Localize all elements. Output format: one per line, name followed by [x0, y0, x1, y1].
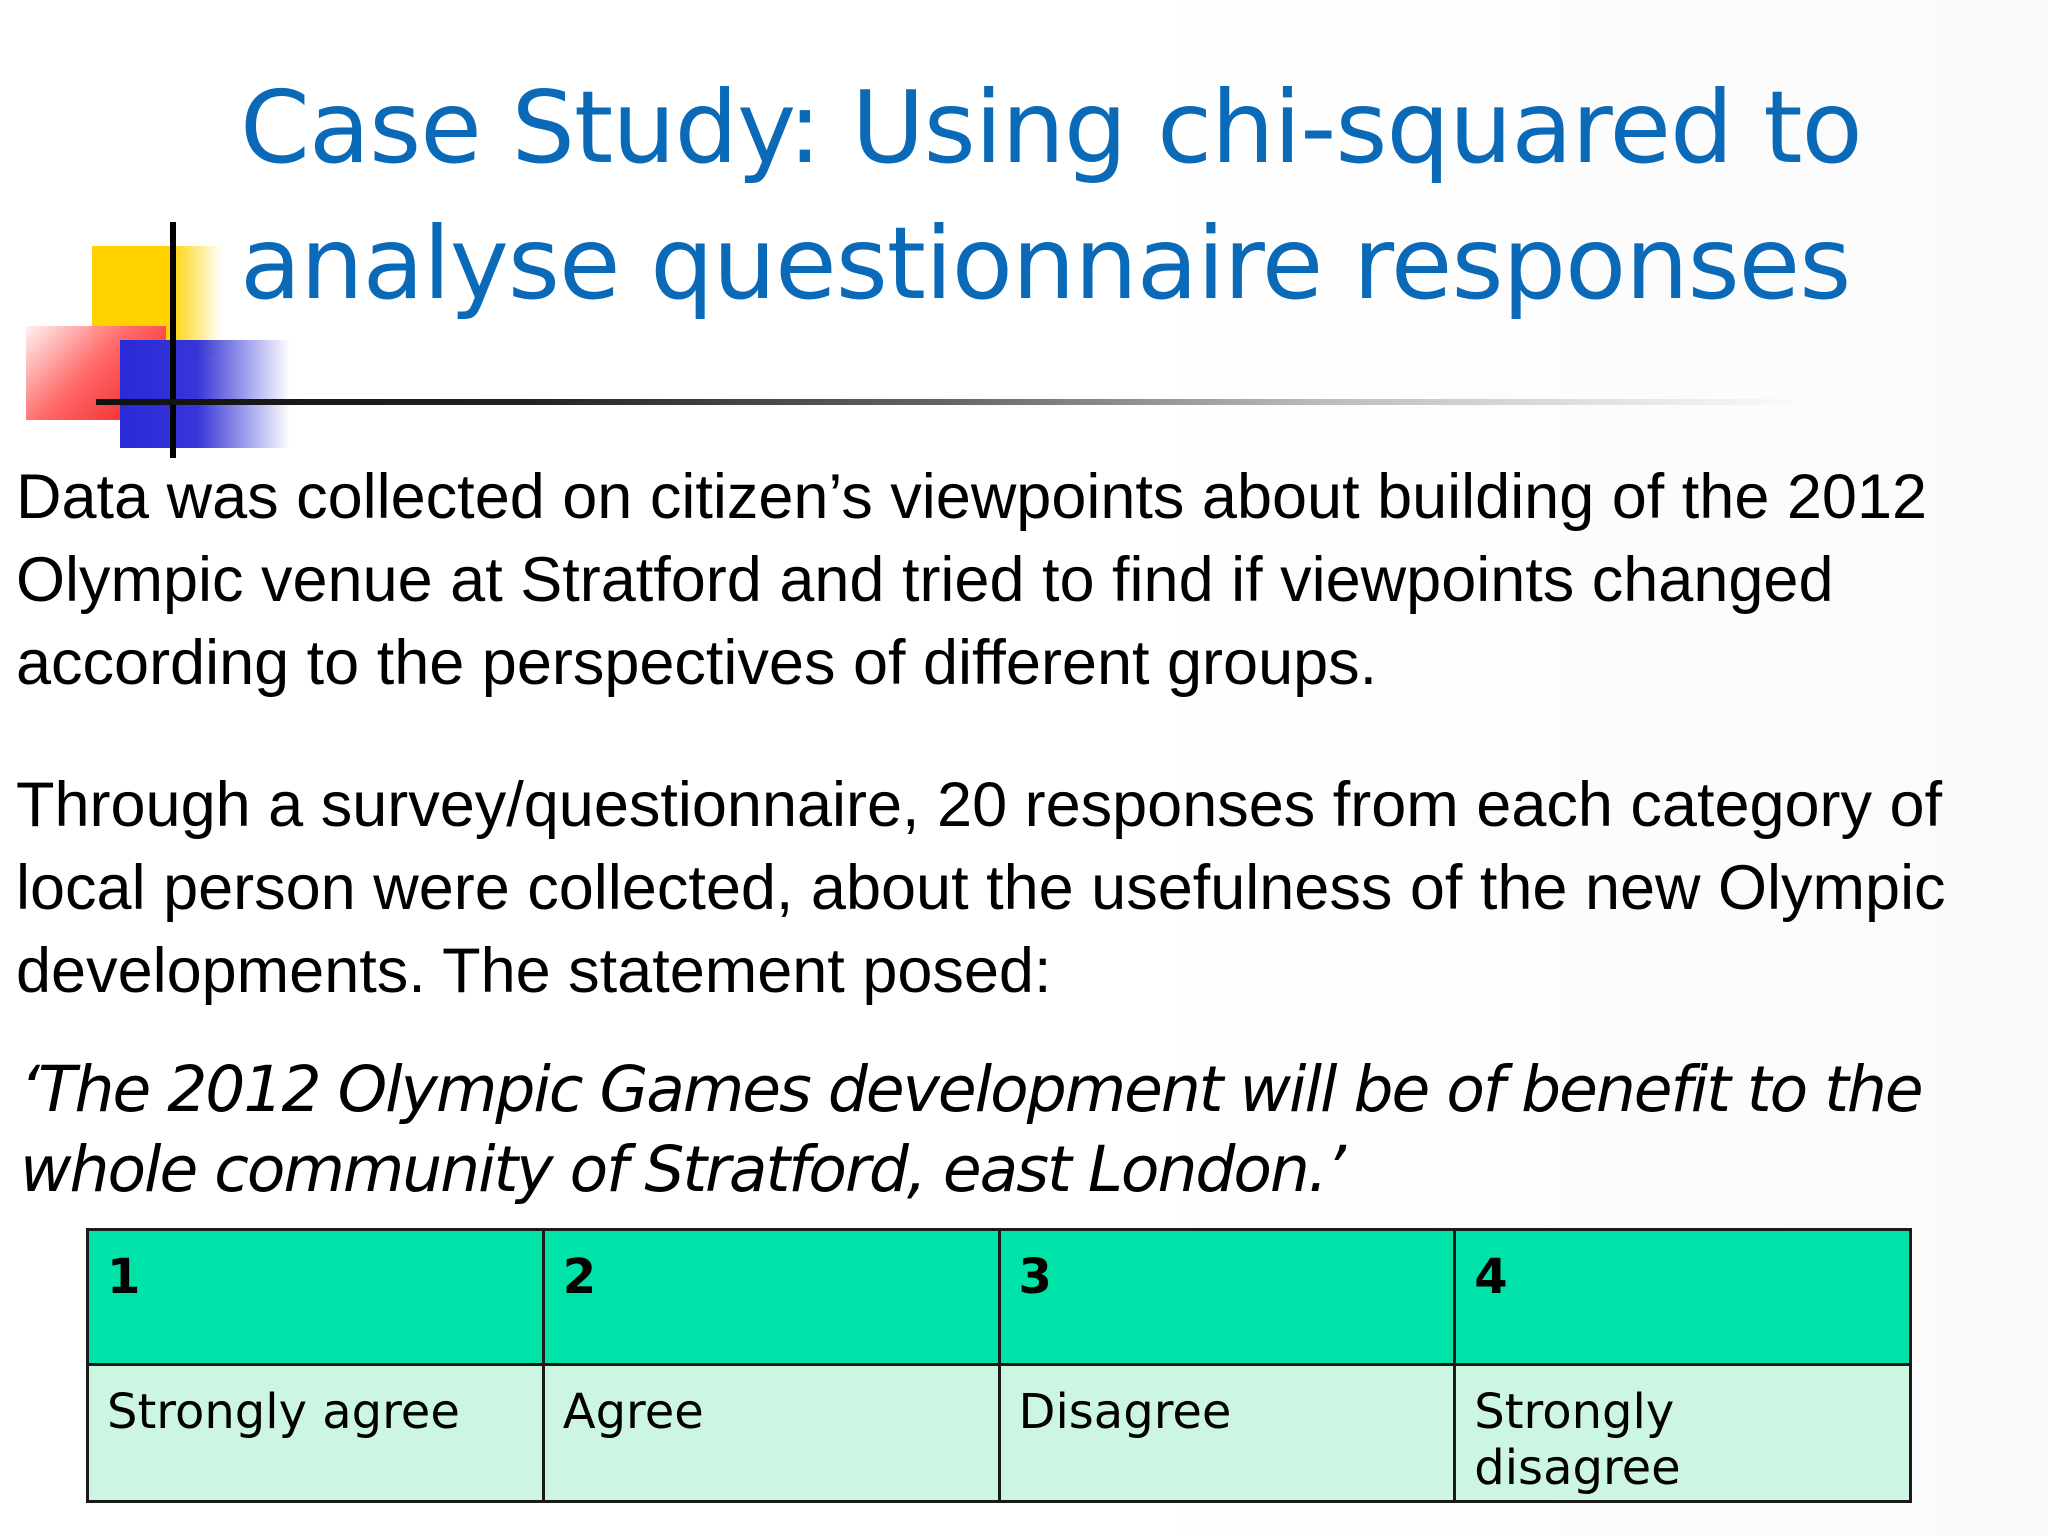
likert-scale-table: [86, 1228, 1912, 1503]
blue-square: [120, 340, 290, 448]
scale-header-row: [88, 1230, 1911, 1365]
scale-header-cell: 1: [88, 1230, 544, 1365]
slide-title: Case Study: Using chi-squared to analyse questionnaire responses: [240, 69, 1862, 322]
scale-label-row: [88, 1365, 1911, 1502]
scale-header-cell: 4: [1455, 1230, 1911, 1365]
title-underline: [96, 399, 1806, 405]
statement-quote: ‘The 2012 Olympic Games development will be of benefit to the whole community of Stratford, east London.’: [20, 1053, 1922, 1206]
scale-label-cell: Strongly disagree: [1455, 1365, 1911, 1502]
scale-header-cell: 2: [543, 1230, 999, 1365]
scale-label-cell: Strongly agree: [88, 1365, 544, 1502]
intro-paragraph: Data was collected on citizen’s viewpoints about building of the 2012 Olympic venue at Stratford and tried to find if viewpoints changed according to the perspectives of different groups.: [16, 462, 1928, 698]
scale-label-cell: Disagree: [999, 1365, 1455, 1502]
scale-label-cell: Agree: [543, 1365, 999, 1502]
method-paragraph: Through a survey/questionnaire, 20 responses from each category of local person were collected, about the usefulness of the new Olympic developments. The statement posed:: [16, 770, 1946, 1006]
vertical-divider: [170, 222, 176, 458]
scale-header-cell: 3: [999, 1230, 1455, 1365]
